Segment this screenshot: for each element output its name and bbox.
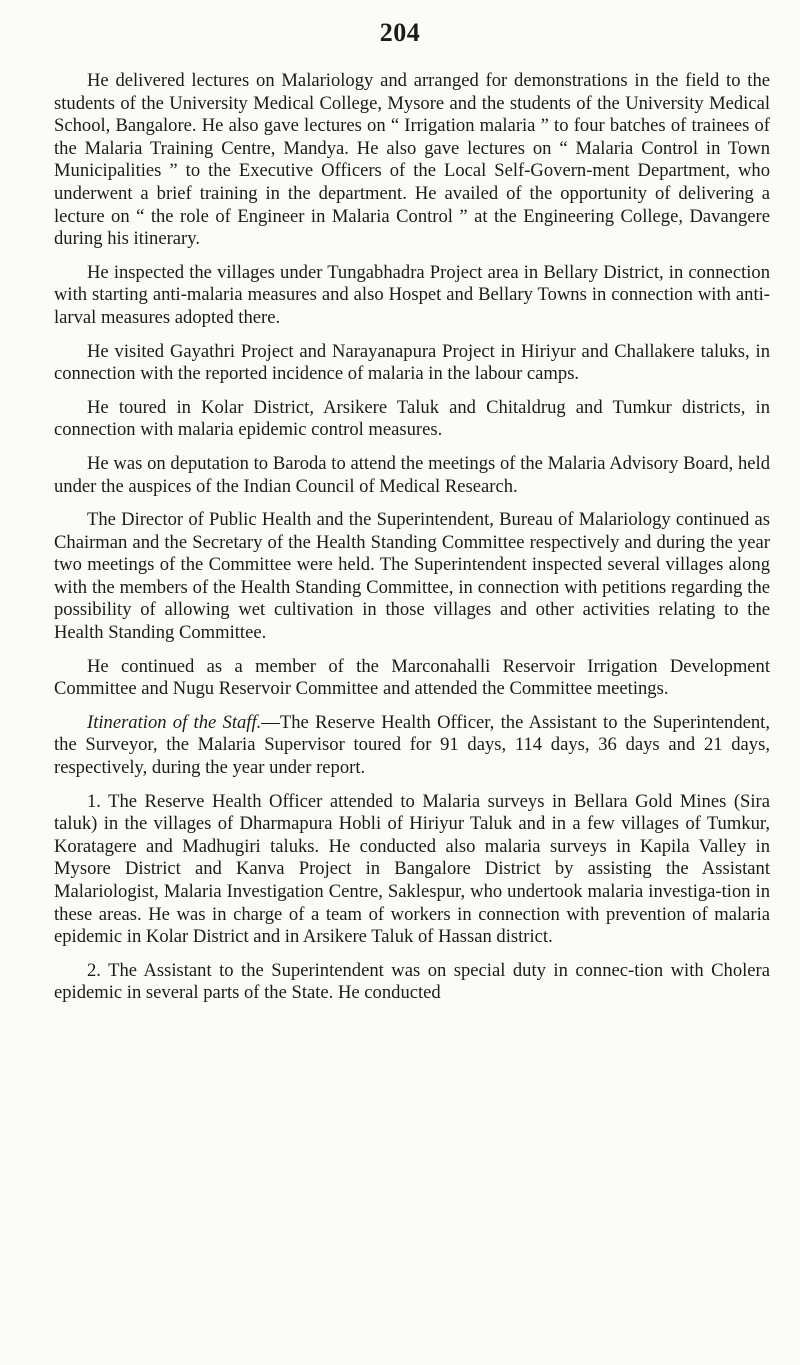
paragraph-gayathri: He visited Gayathri Project and Narayanapura Project in Hiriyur and Challakere taluks, in connection with the reported incidence of malaria in the labour camps.: [54, 340, 770, 385]
paragraph-baroda: He was on deputation to Baroda to attend the meetings of the Malaria Advisory Board, held under the auspices of the Indian Council of Medical Research.: [54, 452, 770, 497]
page-number: 204: [379, 18, 421, 47]
paragraph-itineration: [54, 712, 770, 780]
paragraph-lectures: He delivered lectures on Malariology and arranged for demonstrations in the field to the students of the University Medical College, Mysore and the students of the University Medical School, Bangalore. He also gave lectures on “ Irrigation malaria ” to four batches of trainees of the Malaria Training Centre, Mandya. He also gave lectures on “ Malaria Control in Town Municipalities ” to the Executive Officers of the Local Self-Govern-ment Department, who underwent a brief training in the department. He availed of the opportunity of delivering a lecture on “ the role of Engineer in Malaria Control ” at the Engineering College, Davangere during his itinerary.: [54, 70, 770, 250]
body-text: [54, 70, 770, 1015]
paragraph-tungabhadra: He inspected the villages under Tungabhadra Project area in Bellary District, in connection with starting anti-malaria measures and also Hospet and Bellary Towns in connection with anti-larval measures adopted there.: [54, 261, 770, 328]
paragraph-standing-committee: The Director of Public Health and the Superintendent, Bureau of Malariology continued as Chairman and the Secretary of the Health Standing Committee respectively and during the year two meetings of the Committee were held. The Superintendent inspected several villages along with the members of the Health Standing Committee, in connection with petitions regarding the possibility of allowing wet cultivation in those villages and other activities relating to the Health Standing Committee.: [54, 509, 770, 644]
paragraph-numbered-1: 1. The Reserve Health Officer attended to Malaria surveys in Bellara Gold Mines (Sira taluk) in the villages of Dharmapura Hobli of Hiriyur Taluk and in a few villages of Tumkur, Koratagere and Madhugiri taluks. He conducted also malaria surveys in Kapila Valley in Mysore District and Kanva Project in Bangalore District by assisting the Assistant Malariologist, Malaria Investigation Centre, Saklespur, who undertook malaria investiga-tion in these areas. He was in charge of a team of workers in connection with prevention of malaria epidemic in Kolar District and in Arsikere Taluk of Hassan district.: [54, 790, 770, 948]
paragraph-kolar-tour: He toured in Kolar District, Arsikere Taluk and Chitaldrug and Tumkur districts, in connection with malaria epidemic control measures.: [54, 396, 770, 441]
itineration-text: —The Reserve Health Officer, the Assistant to the Superintendent, the Surveyor, the Malaria Supervisor toured for 91 days, 114 days, 36 days and 21 days, respectively, during the year under report.: [54, 711, 770, 779]
itineration-heading: Itineration of the Staff.: [87, 711, 262, 733]
paragraph-numbered-2: 2. The Assistant to the Superintendent was on special duty in connec-tion with Cholera epidemic in several parts of the State. He conducted: [54, 959, 770, 1004]
paragraph-marconahalli: He continued as a member of the Marconahalli Reservoir Irrigation Development Committee and Nugu Reservoir Committee and attended the Committee meetings.: [54, 655, 770, 700]
